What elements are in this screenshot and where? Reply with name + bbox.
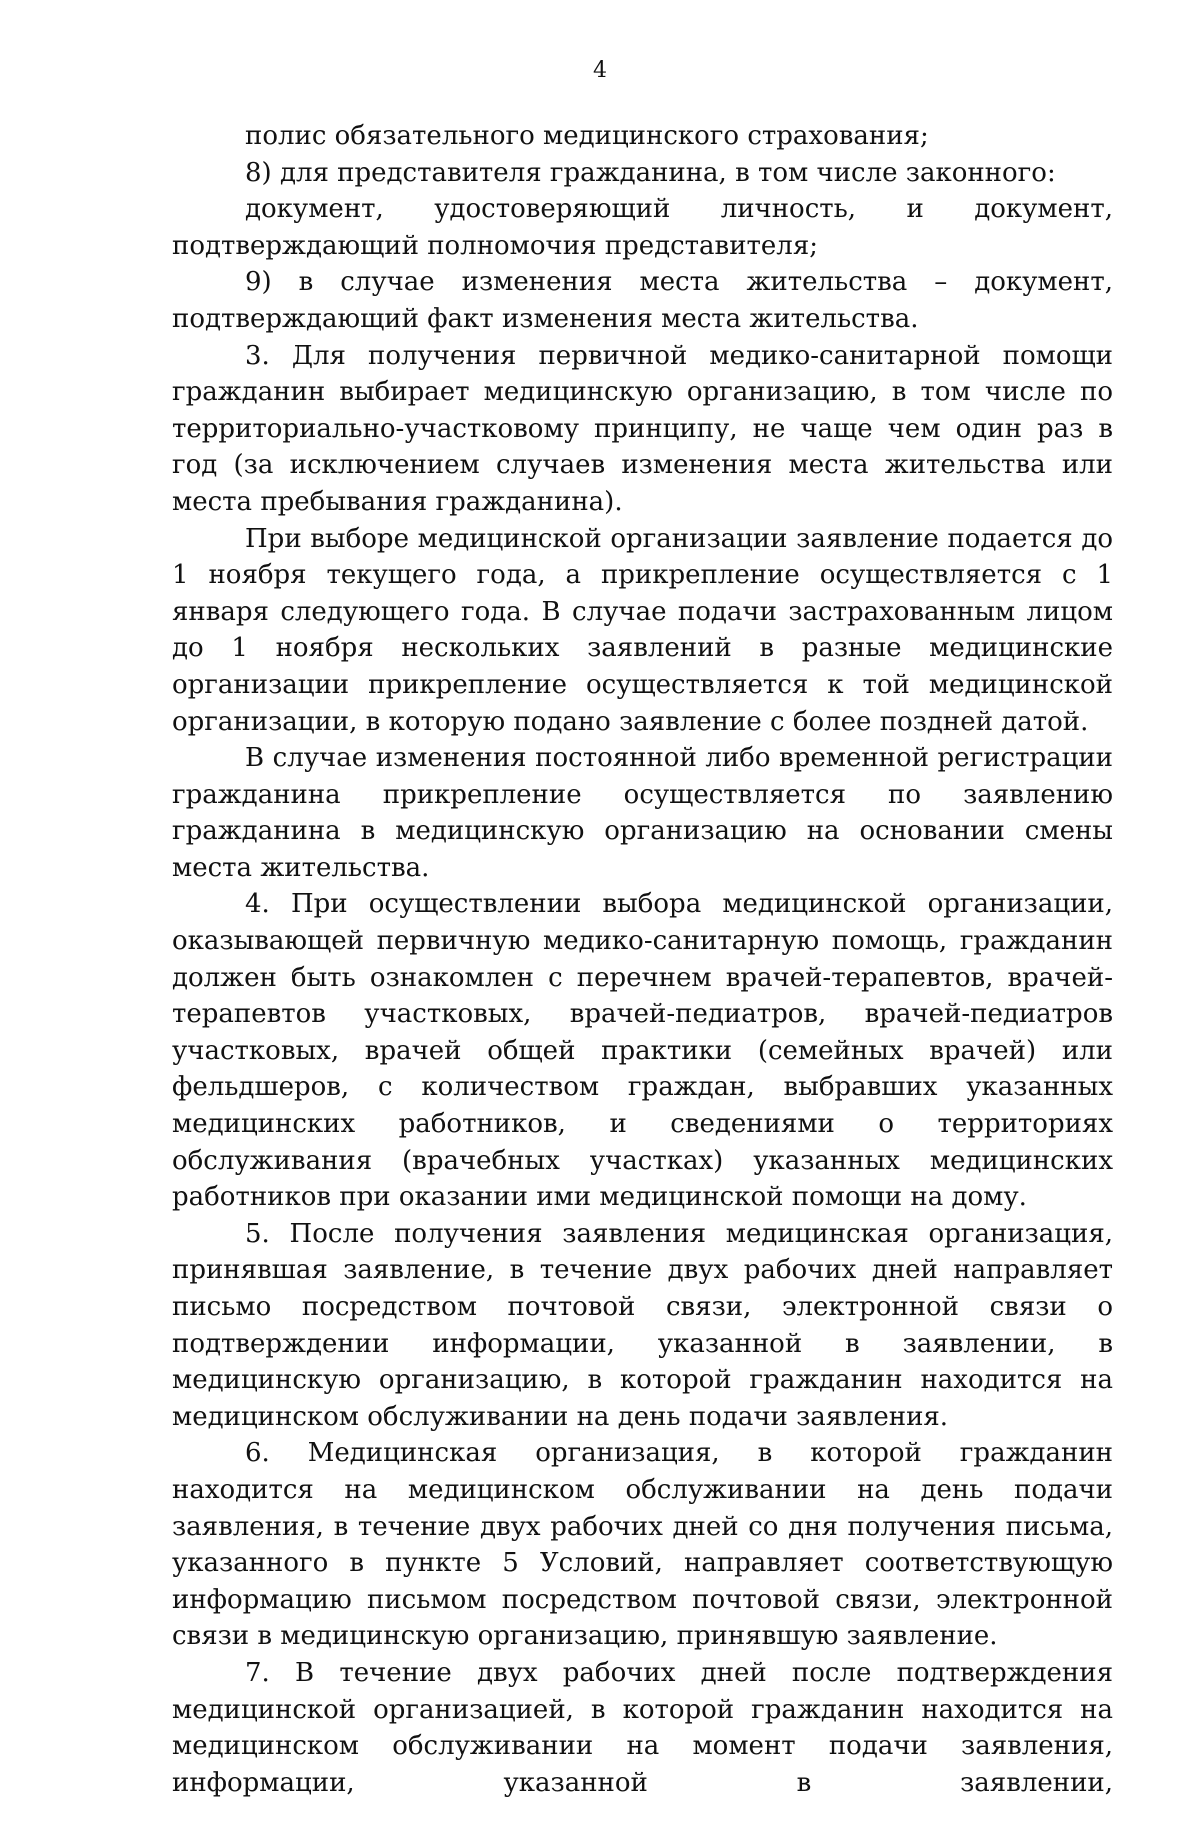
page-number: 4	[593, 58, 607, 83]
paragraph-section-6: 6. Медицинская организация, в которой гражданин находится на медицинском обслуживании на день подачи заявления, в течение двух рабочих дней со дня получения письма, указанного в пункте 5 Условий, направляет соответствующую информацию письмом посредством почтовой связи, электронной связи в медицинскую организацию, принявшую заявление.	[172, 1438, 1113, 1652]
paragraph-section-7: 7. В течение двух рабочих дней после подтверждения медицинской организацией, в которой гражданин находится на медицинском обслуживании на момент подачи заявления, информации, указанной в заявлении,	[172, 1657, 1113, 1798]
paragraph-representative-documents: документ, удостоверяющий личность, и документ, подтверждающий полномочия представителя;	[172, 194, 1113, 261]
paragraph-choice-deadline: При выборе медицинской организации заявление подается до 1 ноября текущего года, а прикрепление осуществляется с 1 января следующего года. В случае подачи застрахованным лицом до 1 ноября нескольких заявлений в разные медицинские организации прикрепление осуществляется к той медицинской организации, в которую подано заявление с более поздней датой.	[172, 523, 1113, 737]
paragraph-section-4: 4. При осуществлении выбора медицинской организации, оказывающей первичную медико-санитарную помощь, гражданин должен быть ознакомлен с перечнем врачей-терапевтов, врачей-терапевтов участковых, врачей-педиатров, врачей-педиатров участковых, врачей общей практики (семейных врачей) или фельдшеров, с количеством граждан, выбравших указанных медицинских работников, и сведениями о территориях обслуживания (врачебных участках) указанных медицинских работников при оказании ими медицинской помощи на дому.	[172, 889, 1113, 1213]
paragraph-section-3: 3. Для получения первичной медико-санитарной помощи гражданин выбирает медицинскую организацию, в том числе по территориально-участковому принципу, не чаще чем один раз в год (за исключением случаев изменения места жительства или места пребывания гражданина).	[172, 340, 1113, 517]
paragraph-policy: полис обязательного медицинского страхования;	[245, 121, 929, 151]
paragraph-item-9: 9) в случае изменения места жительства – документ, подтверждающий факт изменения места жительства.	[172, 267, 1113, 334]
paragraph-item-8: 8) для представителя гражданина, в том числе законного:	[245, 157, 1056, 188]
paragraph-registration-change: В случае изменения постоянной либо временной регистрации гражданина прикрепление осуществляется по заявлению гражданина в медицинскую организацию на основании смены места жительства.	[172, 743, 1113, 883]
document-body	[172, 118, 1113, 1838]
paragraph-section-5: 5. После получения заявления медицинская организация, принявшая заявление, в течение двух рабочих дней направляет письмо посредством почтовой связи, электронной связи о подтверждении информации, указанной в заявлении, в медицинскую организацию, в которой гражданин находится на медицинском обслуживании на день подачи заявления.	[172, 1218, 1113, 1432]
